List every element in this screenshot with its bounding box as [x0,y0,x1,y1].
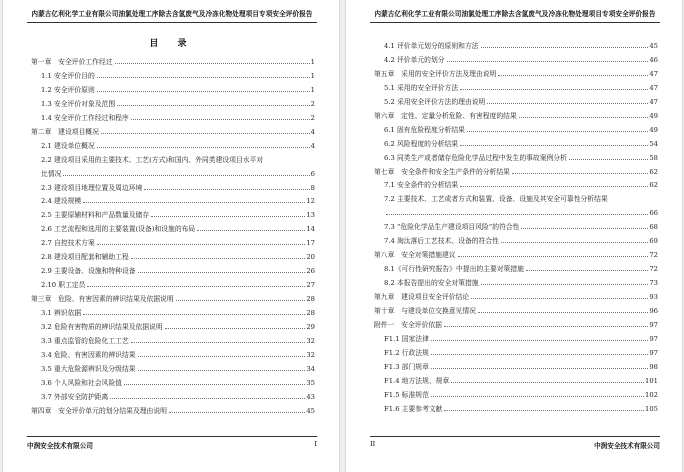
toc-chapter-entry[interactable] [31,401,315,415]
toc-entry-title: 2.3 建设项目地理位置及周边环境 [41,183,143,192]
dot-leader [460,145,648,146]
footer-company: 中润安全技术有限公司 [27,442,93,450]
toc-entry-continuation[interactable] [374,203,658,217]
toc-list-left [31,52,315,415]
dot-leader [97,77,310,78]
toc-list-right [374,36,658,413]
toc-page-number: 4 [310,127,315,136]
toc-entry-title: 8.2 本报告提出的安全对策措施 [384,279,479,288]
toc-section-entry[interactable] [374,120,658,134]
toc-entry-title: F1.1 国家法律 [384,334,429,343]
toc-section-entry[interactable] [31,150,315,164]
toc-page-number: 62 [649,167,658,176]
toc-entry-title: 1.2 安全评价原则 [41,85,95,94]
dot-leader [458,256,649,257]
toc-entry-continuation[interactable] [31,164,315,178]
toc-entry-title: 2.5 主要原辅材料和产品数量及储存 [41,211,150,220]
toc-entry-title: 7.4 淘汰落后工艺技术、设备的符合性 [384,237,499,246]
toc-entry-title: F1.2 行政法规 [384,348,429,357]
toc-section-entry[interactable] [374,371,658,385]
toc-section-entry[interactable] [31,275,315,289]
dot-leader [569,159,648,160]
toc-entry-title: 5.1 采用的安全评价方法 [384,83,459,92]
dot-leader [97,147,310,148]
toc-page-number: 49 [649,125,658,134]
dot-leader [138,356,306,357]
toc-section-entry[interactable] [31,261,315,275]
toc-section-entry[interactable] [31,178,315,192]
dot-leader [97,91,310,92]
toc-section-entry[interactable] [31,317,315,331]
toc-entry-title: 3.4 危险、有害因素的辨识结果 [41,350,136,359]
dot-leader [138,272,306,273]
toc-page-number: 73 [649,279,658,288]
toc-section-entry[interactable] [374,50,658,64]
dot-leader [83,314,305,315]
toc-entry-title: 3.2 危险有害物质的辨识结果及依据说明 [41,323,163,332]
toc-section-entry[interactable] [31,359,315,373]
toc-page-number: 101 [645,376,658,385]
dot-leader [138,370,306,371]
toc-section-entry[interactable] [31,136,315,150]
dot-leader [124,384,305,385]
dot-leader [431,340,648,341]
dot-leader [131,258,306,259]
dot-leader [519,117,649,118]
toc-entry-title: 附件一 安全评价依据 [374,321,442,330]
toc-entry-title: 3.5 重大危险源辨识及分级结果 [41,364,136,373]
dot-leader [165,328,306,329]
toc-chapter-entry[interactable] [374,245,658,259]
toc-page-number: 45 [649,41,658,50]
dot-leader [431,368,648,369]
toc-page-number: 28 [306,309,315,318]
dot-leader [478,312,648,313]
toc-page-number: 47 [649,97,658,106]
toc-section-entry[interactable] [374,134,658,148]
toc-page-number: 43 [306,392,315,401]
dot-leader [131,342,306,343]
toc-page-number: 1 [310,57,315,66]
toc-section-entry[interactable] [374,399,658,413]
toc-entry-title: 8.1《可行性研究报告》中提出的主要对策措施 [384,265,524,274]
page-number: II [370,440,376,448]
toc-page-number: 2 [310,113,315,122]
toc-page-number: 46 [649,55,658,64]
toc-section-entry[interactable] [31,108,315,122]
toc-chapter-entry[interactable] [31,289,315,303]
dot-leader [498,75,648,76]
toc-section-entry[interactable] [31,219,315,233]
dot-leader [487,103,648,104]
dot-leader [63,175,309,176]
toc-entry-title: 第四章 安全评价单元的划分结果及理由说明 [31,406,167,415]
toc-entry-title: 4.1 评价单元划分的原则和方法 [384,41,479,50]
toc-section-entry[interactable] [374,343,658,357]
toc-section-entry[interactable] [374,176,658,190]
toc-page-number: 69 [649,237,658,246]
toc-entry-title: 第十章 与建设单位交换意见情况 [374,307,476,316]
toc-entry-title: 第五章 采用的安全评价方法及理由说明 [374,69,497,78]
dot-leader [431,354,648,355]
toc-page-number: 1 [310,85,315,94]
dot-leader [444,326,648,327]
dot-leader [176,300,306,301]
dot-leader [471,298,648,299]
toc-page-number: 45 [306,406,315,415]
toc-page-number: 96 [649,307,658,316]
dot-leader [169,412,305,413]
toc-title: 目 录 [149,39,195,49]
toc-entry-title: 7.3 “危险化学品生产建设项目风险”的符合性 [384,223,520,232]
footer-rule [370,436,660,437]
toc-page-number: 6 [310,169,315,178]
toc-page-number: 97 [649,321,658,330]
toc-chapter-entry[interactable] [374,287,658,301]
toc-entry-title: 7.1 安全条件的分析结果 [384,181,459,190]
toc-page-number: 72 [649,265,658,274]
toc-entry-title: 第八章 安全对策措施建议 [374,251,456,260]
toc-section-entry[interactable] [374,259,658,273]
toc-section-entry[interactable] [374,385,658,399]
dot-leader [197,230,305,231]
toc-section-entry[interactable] [31,303,315,317]
toc-page-number: 93 [649,293,658,302]
toc-entry-title: 2.6 工艺流程和选用的主要装置(设备)和设施的布局 [41,225,196,234]
dot-leader [447,61,649,62]
header-rule [27,22,317,23]
dot-leader [444,410,644,411]
toc-page-number: 97 [649,348,658,357]
toc-section-entry[interactable] [31,387,315,401]
toc-page-number: 47 [649,83,658,92]
toc-entry-title: 第三章 危险、有害因素的辨识结果及依据说明 [31,295,174,304]
toc-entry-title: 第九章 建设项目安全评价结论 [374,293,470,302]
toc-entry-title: 3.6 个人风险和社会风险值 [41,378,122,387]
toc-entry-title: 2.8 建设项目配套和辅助工程 [41,253,129,262]
page-header: 内蒙古亿利化学工业有限公司油氯处理工序除去含氢废气及冷冻化物处理项目专项安全评价报告 [374,10,656,18]
dot-leader [131,119,310,120]
toc-section-entry[interactable] [31,331,315,345]
toc-entry-title: 7.2 主要技术、工艺或者方式和装置、设备、设施及其安全可靠性分析结果 [384,195,608,204]
dot-leader [110,398,305,399]
toc-page-number: 66 [649,209,658,218]
dot-leader [101,133,310,134]
toc-entry-title: 2.2 建设项目采用的主要技术、工艺(方式)和国内、外同类建设项目水平对 [41,155,264,164]
toc-section-entry[interactable] [31,247,315,261]
toc-page-number: 27 [306,281,315,290]
toc-page-number: 13 [306,211,315,220]
toc-page-right [346,0,682,472]
dot-leader [501,242,648,243]
toc-chapter-entry[interactable] [31,52,315,66]
footer-rule [27,436,317,437]
toc-page-number: 29 [306,323,315,332]
toc-section-entry[interactable] [31,205,315,219]
dot-leader [115,63,310,64]
toc-entry-title: F1.4 地方法规、规章 [384,376,450,385]
toc-section-entry[interactable] [374,92,658,106]
toc-section-entry[interactable] [374,329,658,343]
toc-page-number: 58 [649,153,658,162]
toc-entry-title: F1.6 主要参考文献 [384,404,443,413]
toc-section-entry[interactable] [374,273,658,287]
toc-page-number: 97 [649,334,658,343]
toc-page-number: 2 [310,99,315,108]
dot-leader [451,382,644,383]
toc-page-number: 26 [306,267,315,276]
dot-leader [460,89,648,90]
toc-chapter-entry[interactable] [374,106,658,120]
toc-entry-title-cont: 比情况 [41,169,62,178]
toc-page-number: 98 [649,362,658,371]
toc-entry-title: 3.1 辨识依据 [41,309,82,318]
toc-entry-title: 1.1 安全评价目的 [41,71,95,80]
dot-leader [481,47,649,48]
toc-section-entry[interactable] [31,373,315,387]
dot-leader [144,189,309,190]
toc-page-number: 1 [310,71,315,80]
toc-page-number: 47 [649,69,658,78]
toc-entry-title: 2.7 自控技术方案 [41,239,95,248]
toc-entry-title: 2.4 建设规模 [41,197,82,206]
toc-section-entry[interactable] [31,345,315,359]
toc-entry-title: F1.3 部门规章 [384,362,429,371]
toc-chapter-entry[interactable] [374,64,658,78]
dot-leader [460,186,648,187]
toc-page-number: 20 [306,253,315,262]
header-rule [370,22,660,23]
toc-section-entry[interactable] [374,189,658,203]
toc-section-entry[interactable] [374,217,658,231]
toc-entry-title: 5.2 采用安全评价方法的理由说明 [384,97,486,106]
toc-entry-title: 2.10 职工定员 [41,281,86,290]
toc-entry-title: 第七章 安全条件和安全生产条件的分析结果 [374,167,510,176]
toc-section-entry[interactable] [31,192,315,206]
toc-page-number: 54 [649,139,658,148]
toc-section-entry[interactable] [374,357,658,371]
toc-chapter-entry[interactable] [374,315,658,329]
toc-page-number: 68 [649,223,658,232]
dot-leader [512,173,648,174]
toc-page-number: 102 [645,390,658,399]
toc-page-number: 4 [310,141,315,150]
toc-section-entry[interactable] [374,78,658,92]
toc-page-number: 72 [649,251,658,260]
toc-entry-title: 第一章 安全评价工作经过 [31,57,113,66]
page-number: I [314,440,317,448]
dot-leader [521,228,648,229]
toc-page-number: 34 [306,364,315,373]
dot-leader [87,286,305,287]
toc-entry-title: 1.3 安全评价对象及范围 [41,99,116,108]
toc-page-number: 14 [306,225,315,234]
toc-entry-title: 1.4 安全评价工作经过和程序 [41,113,129,122]
toc-page-number: 105 [645,404,658,413]
toc-section-entry[interactable] [374,148,658,162]
toc-page-number: 12 [306,197,315,206]
toc-page-number: 32 [306,350,315,359]
toc-entry-title: 6.1 固有危险程度分析结果 [384,125,465,134]
toc-entry-title: 6.2 风险程度的分析结果 [384,139,459,148]
toc-entry-title: 3.7 外部安全防护距离 [41,392,109,401]
toc-entry-title: 2.1 建设单位概况 [41,141,95,150]
dot-leader [526,270,648,271]
toc-page-left [3,0,339,472]
toc-page-number: 17 [306,239,315,248]
toc-entry-title: 第二章 建设项目概况 [31,127,99,136]
toc-entry-title: 第六章 定性、定量分析危险、有害程度的结果 [374,111,517,120]
dot-leader [481,284,649,285]
toc-section-entry[interactable] [374,36,658,50]
toc-chapter-entry[interactable] [31,122,315,136]
dot-leader [97,244,306,245]
toc-section-entry[interactable] [374,231,658,245]
dot-leader [467,131,648,132]
toc-page-number: 32 [306,337,315,346]
toc-entry-title: 6.3 同类生产或者储存危险化学品过程中发生的事故案例分析 [384,153,567,162]
toc-entry-title: 3.3 重点监管的危险化工工艺 [41,337,129,346]
toc-chapter-entry[interactable] [374,162,658,176]
toc-section-entry[interactable] [31,233,315,247]
toc-entry-title: 4.2 评价单元的划分 [384,55,445,64]
page-header: 内蒙古亿利化学工业有限公司油氯处理工序除去含氢废气及冷冻化物处理项目专项安全评价报告 [31,10,313,18]
toc-page-number: 8 [310,183,315,192]
toc-entry-title: F1.5 标准规范 [384,390,429,399]
footer-company: 中润安全技术有限公司 [594,442,660,450]
toc-page-number: 28 [306,295,315,304]
toc-page-number: 62 [649,181,658,190]
dot-leader [151,216,305,217]
toc-entry-title: 2.9 主要设备、设施和特种设备 [41,267,136,276]
toc-section-entry[interactable] [31,94,315,108]
dot-leader [117,105,310,106]
toc-page-number: 49 [649,111,658,120]
toc-page-number: 35 [306,378,315,387]
dot-leader [386,214,648,215]
dot-leader [83,202,305,203]
dot-leader [431,396,644,397]
toc-section-entry[interactable] [31,80,315,94]
toc-section-entry[interactable] [31,66,315,80]
toc-chapter-entry[interactable] [374,301,658,315]
